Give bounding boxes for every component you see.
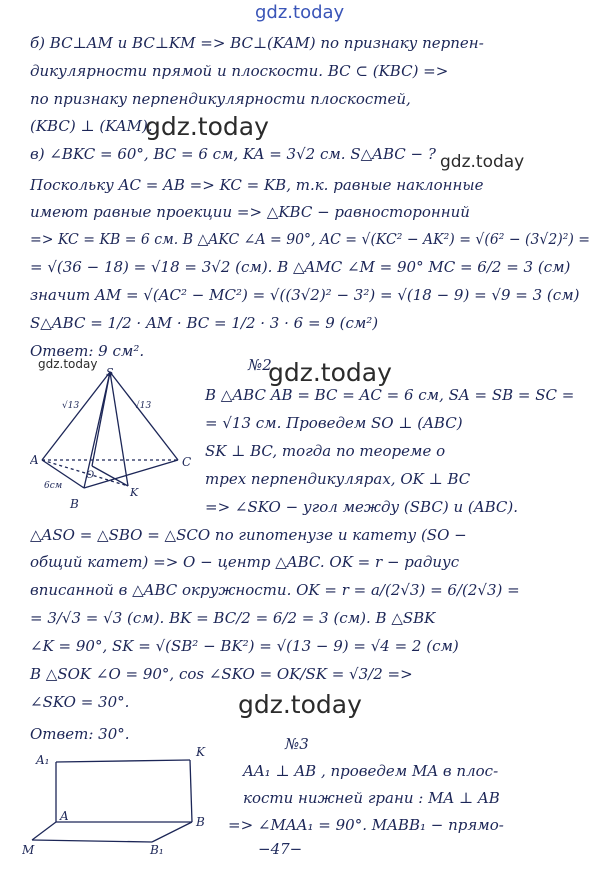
text-line: ∠SKO = 30°. [30,693,130,711]
label-B: B [196,815,205,829]
label-S: S [106,368,114,379]
text-line: в) ∠BKC = 60°, BC = 6 см, KA = 3√2 см. S△ABC − ? [30,145,436,163]
prism-figure [22,742,222,857]
text-line: по признаку перпендикулярности плоскостей, [30,90,411,108]
text-line: б) BC⊥AM и BC⊥KM => BC⊥(KAM) по признаку перпен- [30,34,484,52]
watermark: gdz.today [268,358,392,387]
pyramid-figure [30,368,210,513]
label-M: M [22,843,35,857]
text-line: => KC = KB = 6 см. В △AKC ∠A = 90°, AC = √(KC² − AK²) = √(6² − (3√2)²) = [30,230,591,248]
text-line: В △ABC AB = BC = AC = 6 см, SA = SB = SC = [205,386,575,404]
label-A: A [30,453,39,467]
text-line: кости нижней грани : MA ⊥ AB [243,789,500,807]
text-line: общий катет) => O − центр △ABC. OK = r − радиус [30,553,460,571]
label-K: K [196,745,205,759]
label-B: B [70,497,79,511]
label-SC: √13 [134,401,152,411]
text-line: трех перпендикулярах, OK ⊥ BC [205,470,471,488]
text-line: => ∠SKO − угол между (SBC) и (ABC). [205,498,518,516]
watermark: gdz.today [145,112,269,141]
label-A: A [60,809,69,823]
problem-number: №2 [248,356,272,374]
watermark-top: gdz.today [255,2,345,23]
text-line: = √13 см. Проведем SO ⊥ (ABC) [205,414,463,432]
text-line: дикулярности прямой и плоскости. BC ⊂ (KBC) => [30,62,449,80]
text-line: Поскольку AC = AB => KC = KB, т.к. равные наклонные [30,176,484,194]
text-line: (KBC) ⊥ (KAM). [30,117,153,135]
label-A1: A₁ [36,753,50,767]
text-line: = 3/√3 = √3 (см). BK = BC/2 = 6/2 = 3 (см). В △SBK [30,609,436,627]
text-line: SK ⊥ BC, тогда по теореме о [205,442,446,460]
page-number: −47− [258,840,303,858]
watermark: gdz.today [440,152,525,172]
label-B1: B₁ [150,843,164,857]
label-AB: 6см [44,481,63,491]
text-line: = √(36 − 18) = √18 = 3√2 (см). В △AMC ∠M = 90° MC = 6/2 = 3 (см) [30,258,571,276]
text-line: значит AM = √(AC² − MC²) = √((3√2)² − 3²) = √(18 − 9) = √9 = 3 (см) [30,286,580,304]
label-SA: √13 [62,401,80,411]
text-line: S△ABC = 1/2 · AM · BC = 1/2 · 3 · 6 = 9 (см²) [30,314,379,332]
problem-number: №3 [285,735,309,753]
label-O: O [86,470,95,481]
text-line: Ответ: 30°. [30,725,130,743]
label-C: C [182,455,192,469]
text-line: Ответ: 9 см². [30,342,145,360]
text-line: ∠K = 90°, SK = √(SB² − BK²) = √(13 − 9) = √4 = 2 (см) [30,637,459,655]
text-line: имеют равные проекции => △KBC − равносторонний [30,203,470,221]
text-line: вписанной в △ABC окружности. OK = r = a/(2√3) = 6/(2√3) = [30,581,520,599]
watermark: gdz.today [38,357,98,371]
text-line: В △SOK ∠O = 90°, cos ∠SKO = OK/SK = √3/2 => [30,665,413,683]
text-line: => ∠MAA₁ = 90°. MABB₁ − прямо- [228,816,504,834]
label-K: K [130,486,139,499]
text-line: AA₁ ⊥ AB , проведем MA в плос- [243,762,499,780]
watermark: gdz.today [238,690,362,719]
text-line: △ASO = △SBO = △SCO по гипотенузе и катету (SO − [30,526,467,544]
